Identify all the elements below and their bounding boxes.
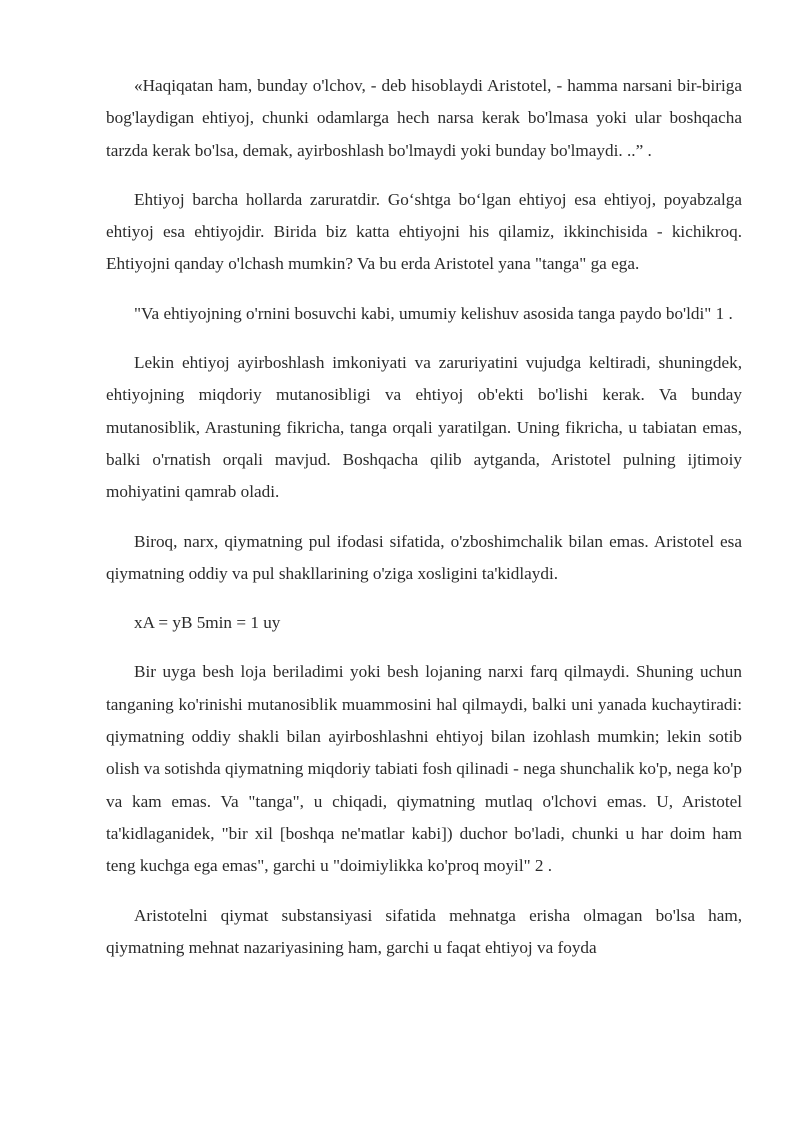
paragraph-aristotle-quote: «Haqiqatan ham, bunday o'lchov, - deb hisoblaydi Aristotel, - hamma narsani bir-biriga bog'laydigan ehtiyoj, chunki odamlarga hech narsa kerak bo'lmasa yoki ular boshqacha tarzda kerak bo'lsa, demak, ayirboshlash bo'lmaydi yoki bunday bo'lmaydi. ..” .: [106, 76, 742, 160]
paragraph-price-value: Biroq, narx, qiymatning pul ifodasi sifatida, o'zboshimchalik bilan emas. Aristotel esa qiymatning oddiy va pul shakllarining o'ziga xosligini ta'kidlaydi.: [106, 531, 742, 583]
paragraph-coin-measure: Bir uyga besh loja beriladimi yoki besh lojaning narxi farq qilmaydi. Shuning uchun tanganing ko'rinishi mutanosiblik muammosini hal qilmaydi, balki uni yanada kuchaytiradi: qiymatning oddiy shakli bilan ayirboshlashni ehtiyoj bilan izohlash mumkin; lekin sotib olish va sotishda qiymatning miqdoriy tabiati fosh qilinadi - nega shunchalik ko'p, nega ko'p va kam emas. Va "tanga", u chiqadi, qiymatning mutlaq o'lchovi emas. U, Aristotel ta'kidlaganidek, "bir xil [boshqa ne'matlar kabi]) duchor bo'ladi, chunki u har doim ham teng kuchga ega emas", garchi u "doimiylikka ko'proq moyil" 2 .: [106, 662, 742, 876]
equation-line: xA = yB 5min = 1 uy: [134, 613, 281, 633]
paragraph-exchange-proportion: Lekin ehtiyoj ayirboshlash imkoniyati va zaruriyatini vujudga keltiradi, shuningdek, ehtiyojning miqdoriy mutanosibligi va ehtiyoj ob'ekti bo'lishi kerak. Va bunday mutanosiblik, Arastuning fikricha, tanga orqali yaratilgan. Uning fikricha, u tabiatan emas, balki o'rnatish orqali mavjud. Boshqacha qilib aytganda, Aristotel pulning ijtimoiy mohiyatini qamrab oladi.: [106, 353, 742, 502]
paragraph-need-necessity: Ehtiyoj barcha hollarda zaruratdir. Go‘shtga bo‘lgan ehtiyoj esa ehtiyoj, poyabzalga ehtiyoj esa ehtiyojdir. Birida biz katta ehtiyojni his qilamiz, ikkinchisida - kichikroq. Ehtiyojni qanday o'lchash mumkin? Va bu erda Aristotel yana "tanga" ga ega.: [106, 189, 742, 274]
paragraph-coin-quote: "Va ehtiyojning o'rnini bosuvchi kabi, umumiy kelishuv asosida tanga paydo bo'ldi" 1 .: [134, 303, 733, 323]
paragraph-labor-theory: Aristotelni qiymat substansiyasi sifatida mehnatga erisha olmagan bo'lsa ham, qiymatning mehnat nazariyasining ham, garchi u faqat ehtiyoj va foyda: [106, 905, 742, 957]
